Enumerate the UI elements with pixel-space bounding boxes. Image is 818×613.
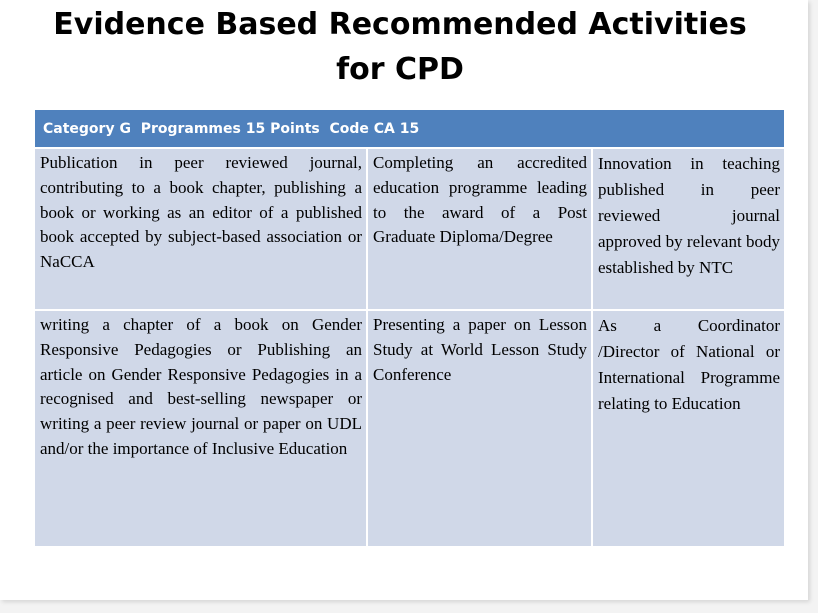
table-cell: Presenting a paper on Lesson Study at World Lesson Study Conference <box>367 310 592 546</box>
table-cell: writing a chapter of a book on Gender Responsive Pedagogies or Publishing an article on Gender Responsive Pedagogies in a recognised and best-selling newspaper or writing a peer review journal or paper on UDL and/or the importance of Inclusive Education <box>35 310 367 546</box>
cpd-activities-table <box>35 110 784 546</box>
table-header-row <box>35 110 784 148</box>
table-cell: Innovation in teaching published in peer reviewed journal approved by relevant body established by NTC <box>592 148 784 310</box>
slide-title-line-2: for CPD <box>336 52 464 87</box>
table-cell: As a Coordinator /Director of National or International Programme relating to Education <box>592 310 784 546</box>
table-cell: Publication in peer reviewed journal, contributing to a book chapter, publishing a book or working as an editor of a published book accepted by subject-based association or NaCCA <box>35 148 367 310</box>
table-cell: Completing an accredited education programme leading to the award of a Post Graduate Diploma/Degree <box>367 148 592 310</box>
table-row <box>35 310 784 546</box>
slide-title-line-1: Evidence Based Recommended Activities <box>53 7 747 42</box>
table-row <box>35 148 784 310</box>
slide-title <box>0 2 800 92</box>
table-header-cell: Category G Programmes 15 Points Code CA 15 <box>35 110 784 148</box>
